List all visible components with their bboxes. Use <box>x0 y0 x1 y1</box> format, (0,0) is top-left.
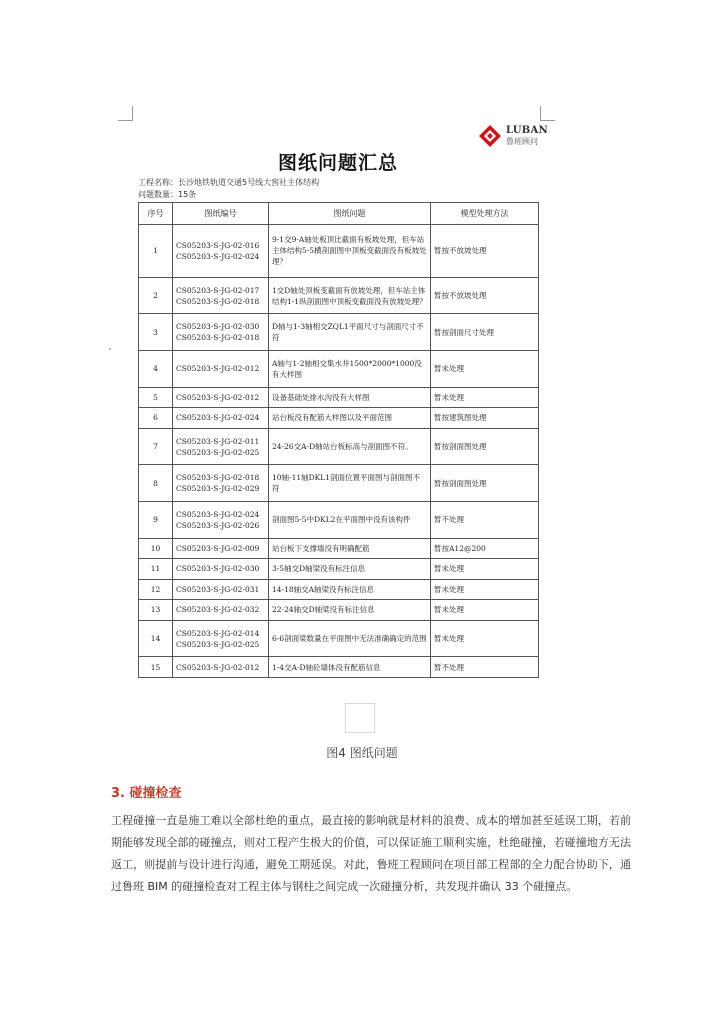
project-name-line: 工程名称：长沙地铁轨道交通5号线大窖社主体结构 <box>138 178 320 187</box>
table-header-row <box>139 203 539 225</box>
section-heading: 3. 碰撞检查 <box>111 786 182 801</box>
cell-drawing-issue: 站台板下支撑墙没有明确配筋 <box>269 538 431 559</box>
cell-model-method: 暂未处理 <box>431 579 539 600</box>
cell-model-method: 暂按建筑图处理 <box>431 408 539 429</box>
cell-serial-no: 3 <box>139 314 173 351</box>
table-row <box>139 657 539 678</box>
cell-serial-no: 12 <box>139 579 173 600</box>
cell-model-method: 暂按剖面尺寸处理 <box>431 314 539 351</box>
drawing-issues-table <box>138 202 539 678</box>
image-placeholder <box>345 703 375 733</box>
cell-drawing-no: CS05203-S-JG-02-014 CS05203-S-JG-02-025 <box>173 620 269 657</box>
cell-drawing-no: CS05203-S-JG-02-012 <box>173 657 269 678</box>
cell-model-method: 暂按剖面图处理 <box>431 465 539 502</box>
table-row <box>139 314 539 351</box>
cell-serial-no: 7 <box>139 428 173 465</box>
cell-serial-no: 13 <box>139 600 173 621</box>
section-paragraph: 工程碰撞一直是施工难以全部杜绝的重点，最直接的影响就是材料的浪费、成本的增加甚至延误工期，若前期能够发现全部的碰撞点，则对工程产生极大的价值，可以保证施工顺利实施，杜绝碰撞，若碰撞地方无法返工，则提前与设计进行沟通，避免工期延误。对此，鲁班工程顾问在项目部工程部的全力配合协助下，通过鲁班 BIM 的碰撞检查对工程主体与钢柱之间完成一次碰撞分析，共发现并确认 33 个碰撞点。 <box>111 814 631 893</box>
cell-drawing-issue: D轴与1-3轴相交ZQL1平面尺寸与剖面尺寸不符 <box>269 314 431 351</box>
header-serial-no: 序号 <box>139 203 173 225</box>
cell-drawing-no: CS05203-S-JG-02-012 <box>173 387 269 408</box>
cell-model-method: 暂未处理 <box>431 559 539 580</box>
cell-serial-no: 15 <box>139 657 173 678</box>
cell-model-method: 暂不处理 <box>431 657 539 678</box>
document-title: 图纸问题汇总 <box>277 152 398 174</box>
table-row <box>139 225 539 278</box>
cell-model-method: 暂未处理 <box>431 387 539 408</box>
table-body <box>139 225 539 678</box>
cell-serial-no: 6 <box>139 408 173 429</box>
cell-drawing-no: CS05203-S-JG-02-024 <box>173 408 269 429</box>
cell-drawing-issue: 站台板没有配筋大样图以及平面范围 <box>269 408 431 429</box>
cell-drawing-no: CS05203-S-JG-02-018 CS05203-S-JG-02-029 <box>173 465 269 502</box>
header-drawing-issue: 图纸问题 <box>269 203 431 225</box>
figure-caption: 图4 图纸问题 <box>326 746 398 760</box>
cell-drawing-no: CS05203-S-JG-02-011 CS05203-S-JG-02-025 <box>173 428 269 465</box>
cell-serial-no: 14 <box>139 620 173 657</box>
logo-chinese-text: 鲁班顾问 <box>506 137 538 146</box>
table-row <box>139 387 539 408</box>
cell-drawing-issue: 3-5轴交D轴梁没有标注信息 <box>269 559 431 580</box>
cell-model-method: 暂未处理 <box>431 620 539 657</box>
table-row <box>139 502 539 539</box>
cell-drawing-no: CS05203-S-JG-02-030 CS05203-S-JG-02-018 <box>173 314 269 351</box>
cell-drawing-issue: 24-26交A-D轴站台板标高与剖面图不符。 <box>269 428 431 465</box>
table-row <box>139 600 539 621</box>
cell-drawing-issue: 1-4交A-D轴砼墙体没有配筋信息 <box>269 657 431 678</box>
table-row <box>139 579 539 600</box>
table-row <box>139 465 539 502</box>
cell-serial-no: 11 <box>139 559 173 580</box>
cell-model-method: 暂不处理 <box>431 502 539 539</box>
cell-drawing-issue: 设备基础处排水沟没有大样图 <box>269 387 431 408</box>
cell-drawing-issue: 剖面图5-5中DKL2在平面图中没有该构件 <box>269 502 431 539</box>
luban-logo-icon <box>478 124 502 148</box>
cell-model-method: 暂按剖面图处理 <box>431 428 539 465</box>
table-row <box>139 277 539 314</box>
table-row <box>139 408 539 429</box>
cell-model-method: 暂未处理 <box>431 600 539 621</box>
cell-drawing-issue: 1交D轴处顶板变截面有放坡处理，但车站主体结构1-1纵剖面图中顶板变截面没有放坡处理？ <box>269 277 431 314</box>
cell-drawing-no: CS05203-S-JG-02-031 <box>173 579 269 600</box>
header-drawing-no: 图纸编号 <box>173 203 269 225</box>
cell-drawing-issue: 9-1交9-A轴处板顶比截面有板坡处理，但车站主体结构5-5横剖面图中顶板变截面没有板坡处理？ <box>269 225 431 278</box>
header-model-method: 模型处理方法 <box>431 203 539 225</box>
cell-drawing-no: CS05203-S-JG-02-024 CS05203-S-JG-02-026 <box>173 502 269 539</box>
cell-drawing-no: CS05203-S-JG-02-016 CS05203-S-JG-02-024 <box>173 225 269 278</box>
cell-model-method: 暂按A12@200 <box>431 538 539 559</box>
cell-drawing-no: CS05203-S-JG-02-030 <box>173 559 269 580</box>
crop-mark-top-left <box>118 106 133 121</box>
table-row <box>139 351 539 388</box>
cell-serial-no: 9 <box>139 502 173 539</box>
cell-model-method: 暂按不放坡处理 <box>431 277 539 314</box>
table-row <box>139 620 539 657</box>
cell-drawing-issue: 22-24轴交D轴梁没有标注信息 <box>269 600 431 621</box>
cell-drawing-issue: 10轴-11轴DKL1剖面位置平面图与剖面图不符 <box>269 465 431 502</box>
cell-drawing-issue: 14-18轴交A轴梁没有标注信息 <box>269 579 431 600</box>
table-row <box>139 559 539 580</box>
cell-model-method: 暂未处理 <box>431 351 539 388</box>
cell-drawing-no: CS05203-S-JG-02-017 CS05203-S-JG-02-018 <box>173 277 269 314</box>
cell-serial-no: 2 <box>139 277 173 314</box>
cell-serial-no: 5 <box>139 387 173 408</box>
cell-drawing-no: CS05203-S-JG-02-032 <box>173 600 269 621</box>
crop-mark-top-right <box>540 106 555 121</box>
cell-drawing-no: CS05203-S-JG-02-012 <box>173 351 269 388</box>
table-row <box>139 428 539 465</box>
issue-count-line: 问题数量：15条 <box>138 190 197 199</box>
cell-serial-no: 1 <box>139 225 173 278</box>
table-row <box>139 538 539 559</box>
cell-model-method: 暂按不放坡处理 <box>431 225 539 278</box>
cell-serial-no: 8 <box>139 465 173 502</box>
logo-english-text: LUBAN <box>506 125 549 136</box>
cell-drawing-issue: 6-6剖面梁数量在平面图中无法准确确定的范围 <box>269 620 431 657</box>
cell-serial-no: 4 <box>139 351 173 388</box>
luban-logo <box>478 124 548 148</box>
cell-serial-no: 10 <box>139 538 173 559</box>
cell-drawing-no: CS05203-S-JG-02-009 <box>173 538 269 559</box>
cell-drawing-issue: A轴与1-2轴相交集水井1500*2000*1000没有大样图 <box>269 351 431 388</box>
scan-speck <box>109 348 111 350</box>
